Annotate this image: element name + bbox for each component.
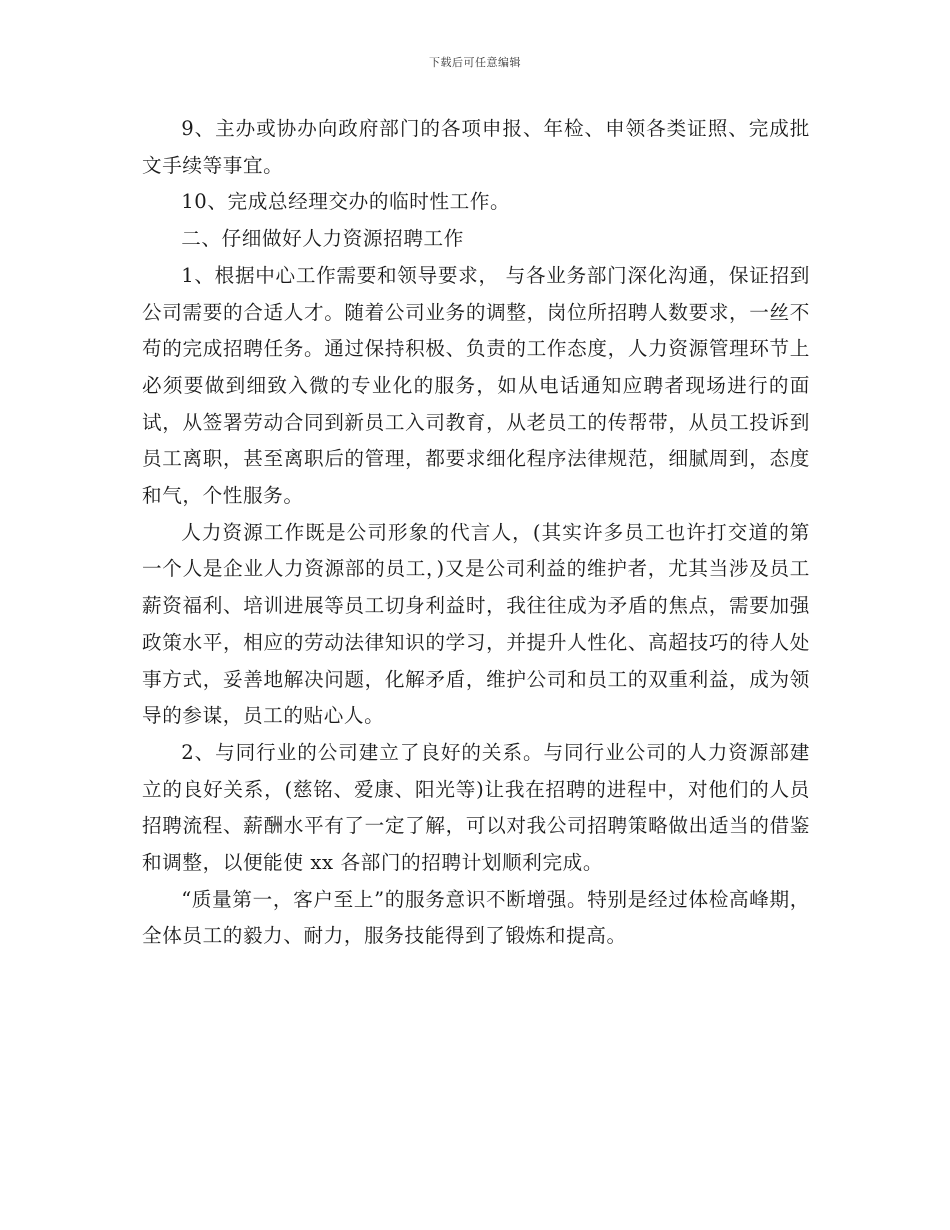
paragraph-service-awareness: “质量第一，客户至上”的服务意识不断增强。特别是经过体检高峰期，全体员工的毅力、耐力，服务技能得到了锻炼和提高。 (142, 887, 810, 948)
paragraph-item-9: 9、主办或协办向政府部门的各项申报、年检、申领各类证照、完成批文手续等事宜。 (142, 117, 810, 177)
section-heading-recruitment: 二、仔细做好人力资源招聘工作 (181, 227, 464, 251)
document-body (142, 111, 810, 955)
paragraph-item-10: 10、完成总经理交办的临时性工作。 (181, 190, 511, 214)
paragraph-hr-role: 人力资源工作既是公司形象的代言人，(其实许多员工也许打交道的第一个人是企业人力资源部的员工，)又是公司利益的维护者，尤其当涉及员工薪资福利、培训进展等员工切身利益时，我往往成为矛盾的焦点，需要加强政策水平，相应的劳动法律知识的学习，并提升人性化、高超技巧的待人处事方式，妥善地解决问题，化解矛盾，维护公司和员工的双重利益，成为领导的参谋，员工的贴心人。 (142, 520, 810, 728)
page-header: 下载后可任意编辑 (429, 56, 521, 69)
paragraph-recruitment-2: 2、与同行业的公司建立了良好的关系。与同行业公司的人力资源部建立的良好关系，(慈铭、爱康、阳光等)让我在招聘的进程中，对他们的人员招聘流程、薪酬水平有了一定了解，可以对我公司招聘策略做出适当的借鉴和调整，以便能使 xx 各部门的招聘计划顺利完成。 (142, 740, 810, 875)
paragraph-recruitment-1: 1、根据中心工作需要和领导要求， 与各业务部门深化沟通，保证招到公司需要的合适人才。随着公司业务的调整，岗位所招聘人数要求，一丝不苟的完成招聘任务。通过保持积极、负责的工作态度，人力资源管理环节上必须要做到细致入微的专业化的服务，如从电话通知应聘者现场进行的面试，从签署劳动合同到新员工入司教育，从老员工的传帮带，从员工投诉到员工离职，甚至离职后的管理，都要求细化程序法律规范，细腻周到，态度和气，个性服务。 (142, 263, 810, 508)
